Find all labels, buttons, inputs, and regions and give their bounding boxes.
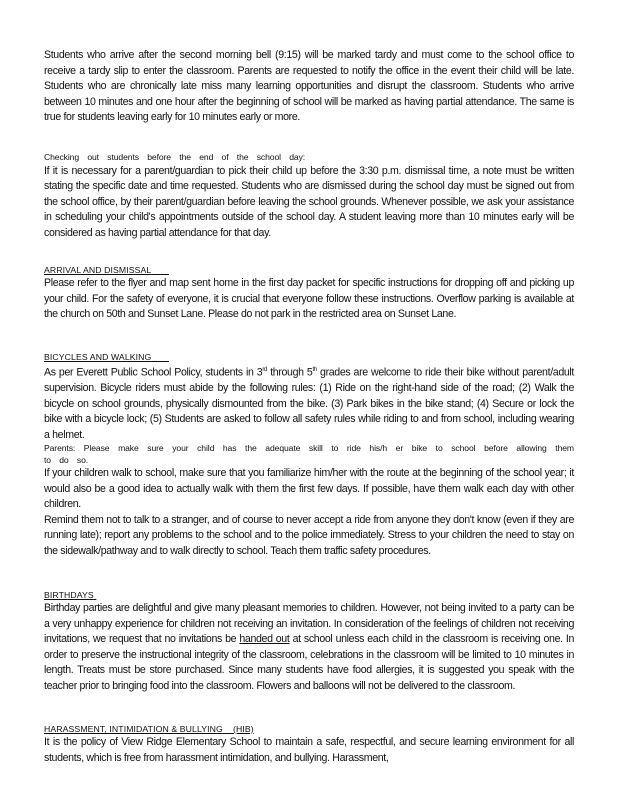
- birthdays-text-b: at school unless each child in the classroom is receiving one. In order to preserve the instructional integrity of the classroom, celebrations in the classroom will be limited to 10 minutes in length. Treats must be store purchased. Since many students have food allergies, it is suggested you speak with the teacher prior to bringing food into the classroom. Flowers and balloons will not be delivered to the classroom.: [44, 633, 574, 692]
- walking-paragraph: If your children walk to school, make sure that you familiarize him/her with the route at the beginning of the school year; it would also be a good idea to actually walk with them the first few days. If possible, have them walk each day with other children.: [44, 467, 574, 511]
- arrival-heading-text: ARRIVAL AND DISMISSAL: [44, 265, 152, 275]
- bicycles-paragraph: [44, 363, 574, 443]
- checking-out-paragraph: If it is necessary for a parent/guardian to pick their child up before the 3:30 p.m. dismissal time, a note must be written stating the specific date and time requested. Students who are dismissed during the school day must be signed out from the school office, by their parent/guardian before leaving the school grounds. Whenever possible, we ask your assistance in scheduling your child's appointments outside of the school day. A student leaving more than 10 minutes early will be considered as having partial attendance for that day.: [44, 164, 574, 239]
- bicycles-text-a: As per Everett Public School Policy, students in 3: [44, 366, 263, 379]
- bicycles-section: [44, 351, 574, 559]
- arrival-section: [44, 264, 574, 323]
- tardy-paragraph: Students who arrive after the second morning bell (9:15) will be marked tardy and must come to the school office to receive a tardy slip to enter the classroom. Parents are requested to notify the office in the event their child will be late. Students who are chronically late miss many learning opportunities and disrupt the classroom. Students who arrive between 10 minutes and one hour after the beginning of school will be marked as having partial attendance. The same is true for students leaving early for 10 minutes early or more.: [44, 49, 574, 123]
- harassment-section: [44, 723, 574, 766]
- handed-out-text: handed out: [239, 633, 290, 645]
- bicycles-heading-text: BICYCLES AND WALKING: [44, 352, 152, 362]
- ordinal-rd: rd: [262, 367, 267, 373]
- birthdays-paragraph: [44, 601, 574, 694]
- arrival-paragraph: Please refer to the flyer and map sent home in the first day packet for specific instructions for dropping off and picking up your child. For the safety of everyone, it is crucial that everyone follow these instructions. Overflow parking is available at the church on 50th and Sunset Lane. Please do not park in the restricted area on Sunset Lane.: [44, 277, 574, 320]
- checking-out-heading: Checking out students before the end of the school day:: [44, 152, 306, 162]
- parents-note: Parents: Please make sure your child has the adequate skill to ride his/h er bike to school before allowing them to do so.: [44, 443, 574, 465]
- bicycles-heading: [44, 351, 574, 363]
- bicycles-text-b: through 5: [266, 366, 313, 379]
- birthdays-heading: [44, 589, 574, 601]
- tardy-section: [44, 48, 574, 126]
- ordinal-th: th: [312, 367, 317, 373]
- birthdays-section: [44, 589, 574, 694]
- arrival-heading: [44, 264, 574, 276]
- safety-paragraph: Remind them not to talk to a stranger, and of course to never accept a ride from anyone they don't know (even if they are running late); report any problems to the school and to the police immediately. Stress to your children the need to stay on the sidewalk/pathway and to walk directly to school. Teach them traffic safety procedures.: [44, 513, 574, 557]
- harassment-paragraph: It is the policy of View Ridge Elementary School to maintain a safe, respectful, and secure learning environment for all students, which is free from harassment intimidation, and bullying. Harassment,: [44, 736, 574, 764]
- hib-abbrev: (HIB): [230, 724, 254, 734]
- birthdays-heading-text: BIRTHDAYS: [44, 590, 94, 600]
- harassment-heading: [44, 723, 574, 735]
- birthdays-text-a: Birthday parties are delightful and give many pleasant memories to children. However, not being invited to a party can be a very unhappy experience for children not receiving an invitation. In consideration of the feelings of children not receiving invitations, we request that no invitations be: [44, 602, 574, 645]
- bicycles-text-c: grades are welcome to ride their bike without parent/adult supervision. Bicycle riders must abide by the following rules: (1) Ride on the right-hand side of the road; (2) Walk the bicycle on school grounds, physically dismounted from the bike. (3) Park bikes in the bike stand; (4) Secure or lock the bike with a bicycle lock; (5) Students are asked to follow all safety rules while riding to and from school, including wearing a helmet.: [44, 366, 575, 441]
- checking-out-section: [44, 152, 574, 241]
- harassment-heading-text: HARASSMENT, INTIMIDATION & BULLYING: [44, 724, 223, 734]
